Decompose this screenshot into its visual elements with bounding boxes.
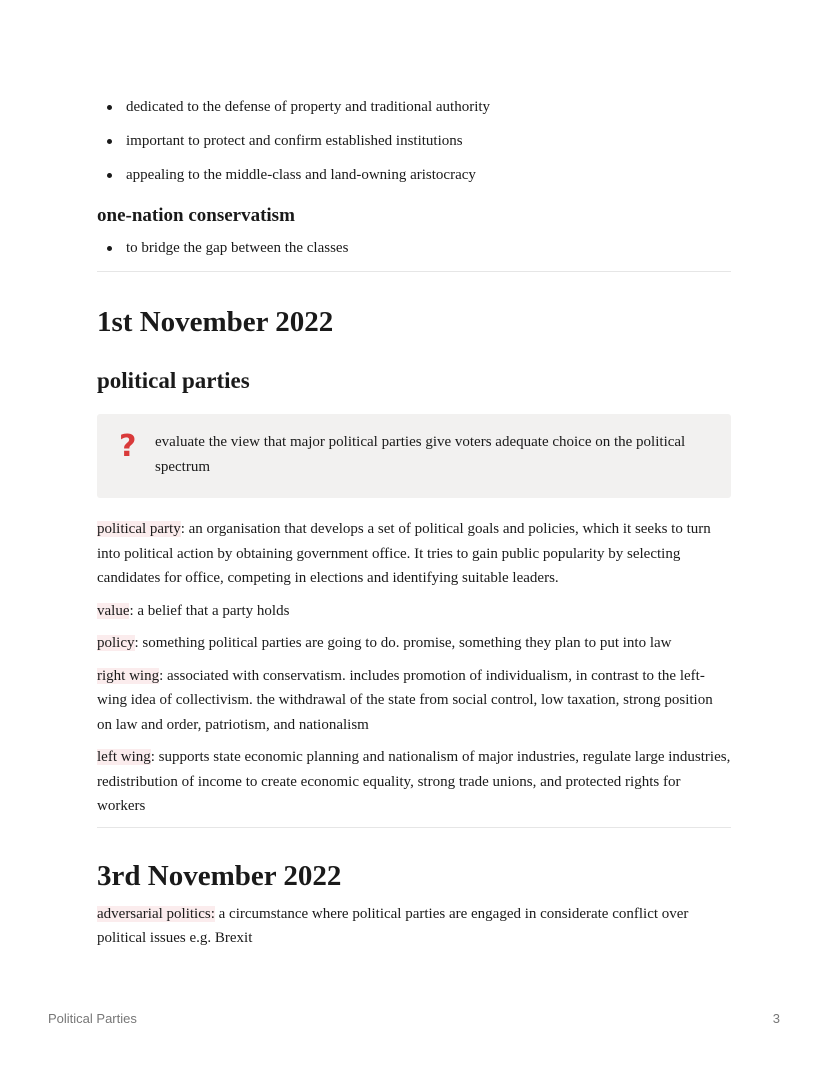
definition-term: value (97, 602, 130, 619)
date-heading-1: 1st November 2022 (97, 306, 334, 338)
definition (97, 599, 731, 624)
definitions-list (97, 517, 731, 819)
page-number: 3 (772, 1011, 780, 1026)
definition-text: : supports state economic planning and nationalism of major industries, regulate large industries, redistribution of income to create economic equality, strong trade unions, and protected rights for workers (97, 749, 731, 814)
definitions-list (97, 902, 731, 951)
question-mark-icon: ? (119, 429, 137, 464)
definition-text: : an organisation that develops a set of political goals and policies, which it seeks to turn into political action by obtaining government office. It tries to gain public popularity by selecting candidates for office, competing in elections and identifying suitable leaders. (97, 521, 711, 586)
list-item: to bridge the gap between the classes (126, 237, 731, 259)
section-subheading: political parties (97, 368, 250, 393)
document-body (97, 96, 731, 959)
list-item: important to protect and confirm established institutions (126, 130, 731, 152)
list-item: dedicated to the defense of property and traditional authority (126, 96, 731, 118)
definition-term: policy (97, 635, 135, 651)
definition-text: : associated with conservatism. includes promotion of individualism, in contrast to the left-wing idea of collectivism. the withdrawal of the state from social control, low taxation, strong position on law and order, patriotism, and nationalism (97, 667, 713, 733)
definition-text: : something political parties are going to do. promise, something they plan to put into law (134, 635, 672, 651)
definition (97, 745, 731, 819)
section-divider (97, 827, 731, 828)
definition-term: adversarial politics: (97, 905, 215, 922)
definition (97, 517, 731, 591)
definition (97, 631, 731, 656)
definition-term: right wing (97, 667, 160, 684)
callout-text: evaluate the view that major political parties give voters adequate choice on the political spectrum (155, 434, 686, 475)
one-nation-heading: one-nation conservatism (97, 205, 295, 226)
definition-text: a circumstance where political parties are engaged in considerate conflict over political issues e.g. Brexit (97, 905, 689, 946)
definition-text: : a belief that a party holds (129, 602, 290, 619)
definition-term: political party (97, 521, 181, 537)
intro-bullet-list (97, 96, 731, 186)
footer-title: Political Parties (48, 1011, 137, 1026)
definition-term: left wing (97, 749, 151, 765)
definition (97, 664, 731, 738)
one-nation-bullet-list (97, 237, 731, 259)
question-callout (97, 414, 731, 498)
date-heading-2: 3rd November 2022 (97, 859, 342, 892)
definition (97, 902, 731, 951)
section-divider (97, 271, 731, 272)
list-item: appealing to the middle-class and land-owning aristocracy (126, 164, 731, 186)
